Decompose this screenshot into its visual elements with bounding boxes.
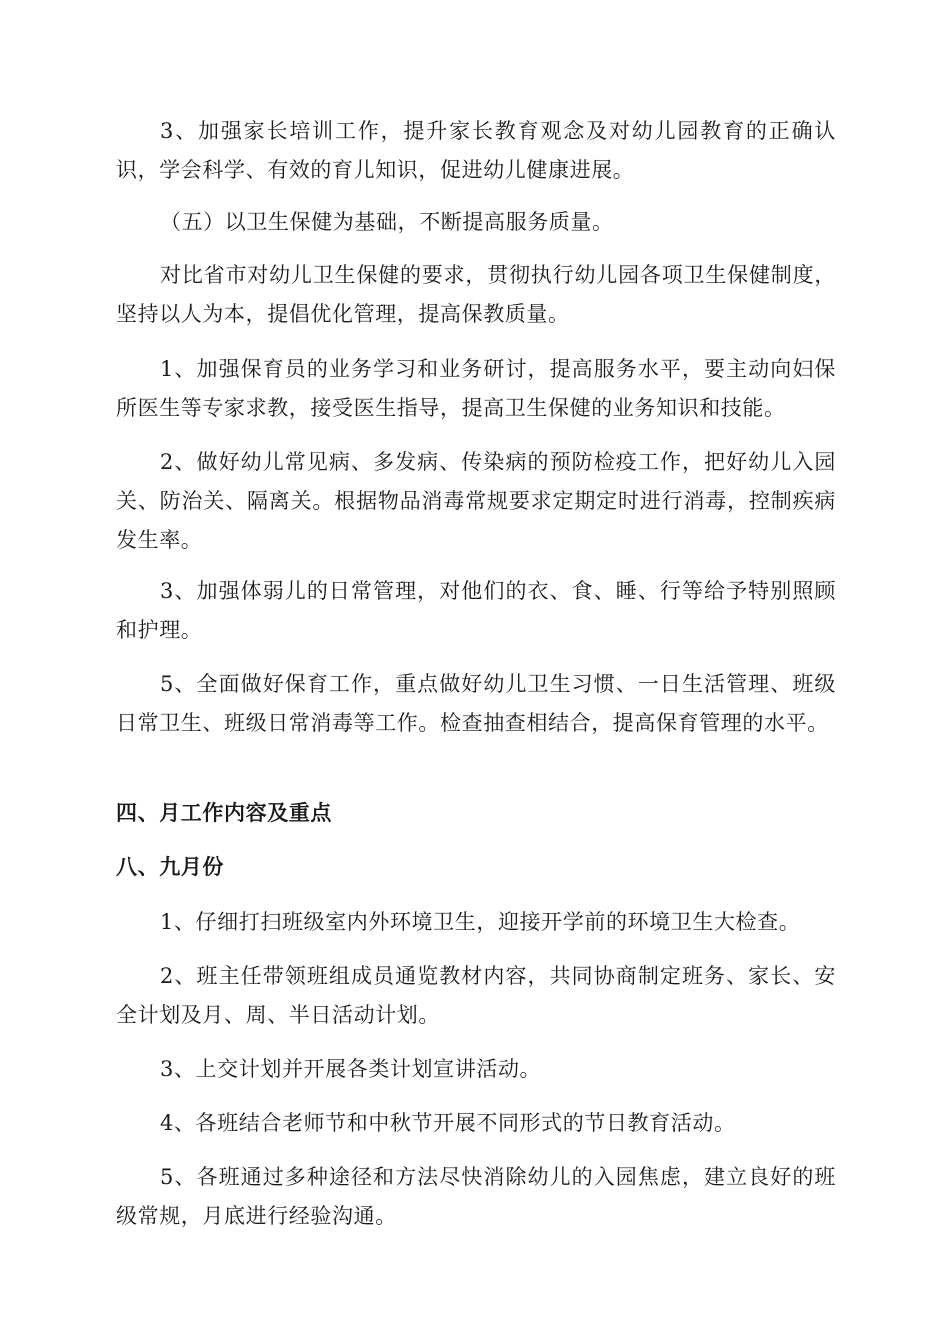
- paragraph-nurse-training: 1、加强保育员的业务学习和业务研讨，提高服务水平，要主动向妇保所医生等专家求教，接受医生指导，提高卫生保健的业务知识和技能。: [116, 357, 836, 420]
- month-heading: 八、九月份: [116, 855, 224, 879]
- paragraph-disease-prevention: 2、做好幼儿常见病、多发病、传染病的预防检疫工作，把好幼儿入园关、防治关、隔离关。根据物品消毒常规要求定期定时进行消毒，控制疾病发生率。: [116, 450, 836, 552]
- paragraph-weak-children: 3、加强体弱儿的日常管理，对他们的衣、食、睡、行等给予特别照顾和护理。: [116, 579, 836, 642]
- list-item: 3、上交计划并开展各类计划宣讲活动。: [160, 1057, 542, 1081]
- paragraph-parent-training: 3、加强家长培训工作，提升家长教育观念及对幼儿园教育的正确认识，学会科学、有效的育儿知识，促进幼儿健康进展。: [116, 119, 836, 182]
- list-item: 2、班主任带领班组成员通览教材内容，共同协商制定班务、家长、安全计划及月、周、半日活动计划。: [116, 964, 836, 1027]
- paragraph-care-work: 5、全面做好保育工作，重点做好幼儿卫生习惯、一日生活管理、班级日常卫生、班级日常消毒等工作。检查抽查相结合，提高保育管理的水平。: [116, 672, 836, 735]
- paragraph-health-requirements: 对比省市对幼儿卫生保健的要求，贯彻执行幼儿园各项卫生保健制度，坚持以人为本，提倡优化管理，提高保教质量。: [116, 263, 836, 326]
- list-item: 1、仔细打扫班级室内外环境卫生，迎接开学前的环境卫生大检查。: [160, 910, 801, 934]
- paragraph-subheading-health: （五）以卫生保健为基础，不断提高服务质量。: [160, 210, 614, 234]
- section-heading: 四、月工作内容及重点: [116, 801, 332, 825]
- list-item: 5、各班通过多种途径和方法尽快消除幼儿的入园焦虑，建立良好的班级常规，月底进行经验沟通。: [116, 1165, 836, 1228]
- list-item: 4、各班结合老师节和中秋节开展不同形式的节日教育活动。: [160, 1111, 736, 1135]
